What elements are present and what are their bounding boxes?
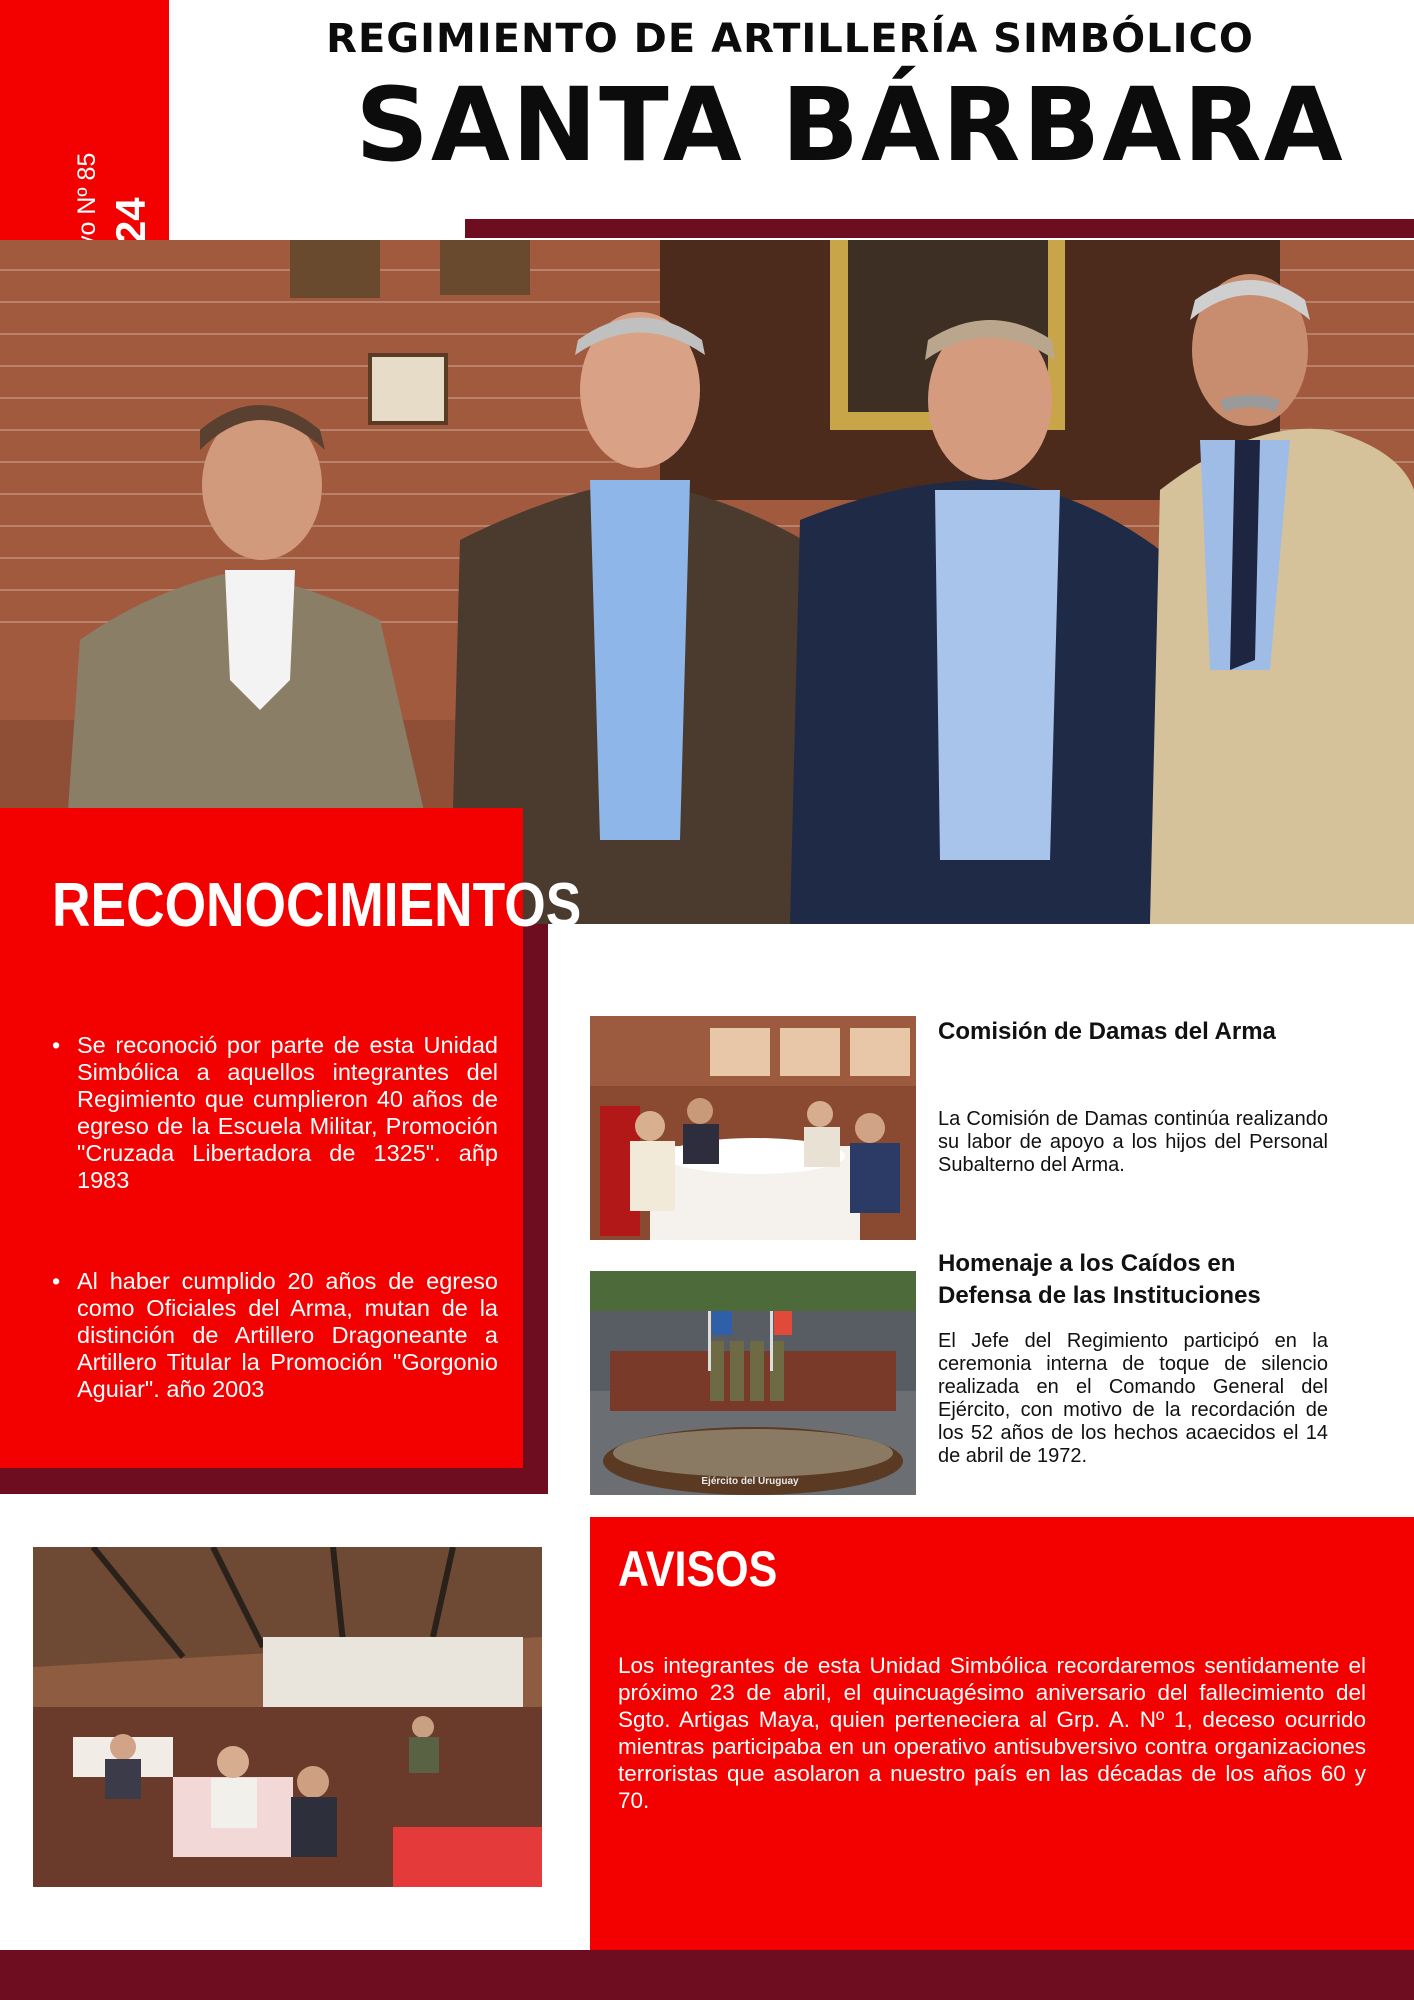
newsletter-subtitle: REGIMIENTO DE ARTILLERÍA SIMBÓLICO [326,16,1254,62]
dining-hall-photo [33,1547,542,1887]
article-title: Comisión de Damas del Arma [938,1018,1276,1045]
title-rule [465,219,1414,238]
reco-title: RECONOCIMIENTOS [52,871,582,940]
bullet-icon: • [52,1032,61,1058]
reco-item [52,1268,498,1403]
damas-photo [590,1016,916,1240]
footer-band [0,1950,1414,2000]
article-body: El Jefe del Regimiento participó en la ceremonia interna de toque de silencio realizada en el Comando General del Ejército, con motivo de la recordación de los 52 años de los hechos acaecidos el 14 de abril de 1972. [938,1330,1328,1467]
article-title: Homenaje a los Caídos en Defensa de las Instituciones [938,1250,1261,1309]
newsletter-title: SANTA BÁRBARA [355,66,1345,185]
article-body: La Comisión de Damas continúa realizando su labor de apoyo a los hijos del Personal Subalterno del Arma. [938,1108,1328,1176]
avisos-body: Los integrantes de esta Unidad Simbólica recordaremos sentidamente el próximo 23 de abril, el quincuagésimo aniversario del fallecimiento del Sgto. Artigas Maya, quien perteneciera al Grp. A. Nº 1, deceso ocurrido mientras participaba en un operativo antisubversivo contra organizaciones terroristas que asolaron a nuestro país en las décadas de los años 60 y 70. [618,1653,1366,1813]
homenaje-photo [590,1271,916,1495]
reco-item-text: Se reconoció por parte de esta Unidad Simbólica a aquellos integrantes del Regimiento que cumplieron 40 años de egreso de la Escuela Militar, Promoción "Cruzada Libertadora de 1325". añp 1983 [77,1032,498,1193]
reco-item-text: Al haber cumplido 20 años de egreso como Oficiales del Arma, mutan de la distinción de Artillero Dragoneante a Artillero Titular la Promoción "Gorgonio Aguiar". año 2003 [77,1268,498,1402]
photo-caption: Ejército del Uruguay [701,1476,799,1487]
reco-item [52,1032,498,1194]
bullet-icon: • [52,1268,61,1294]
avisos-title: AVISOS [618,1541,778,1597]
